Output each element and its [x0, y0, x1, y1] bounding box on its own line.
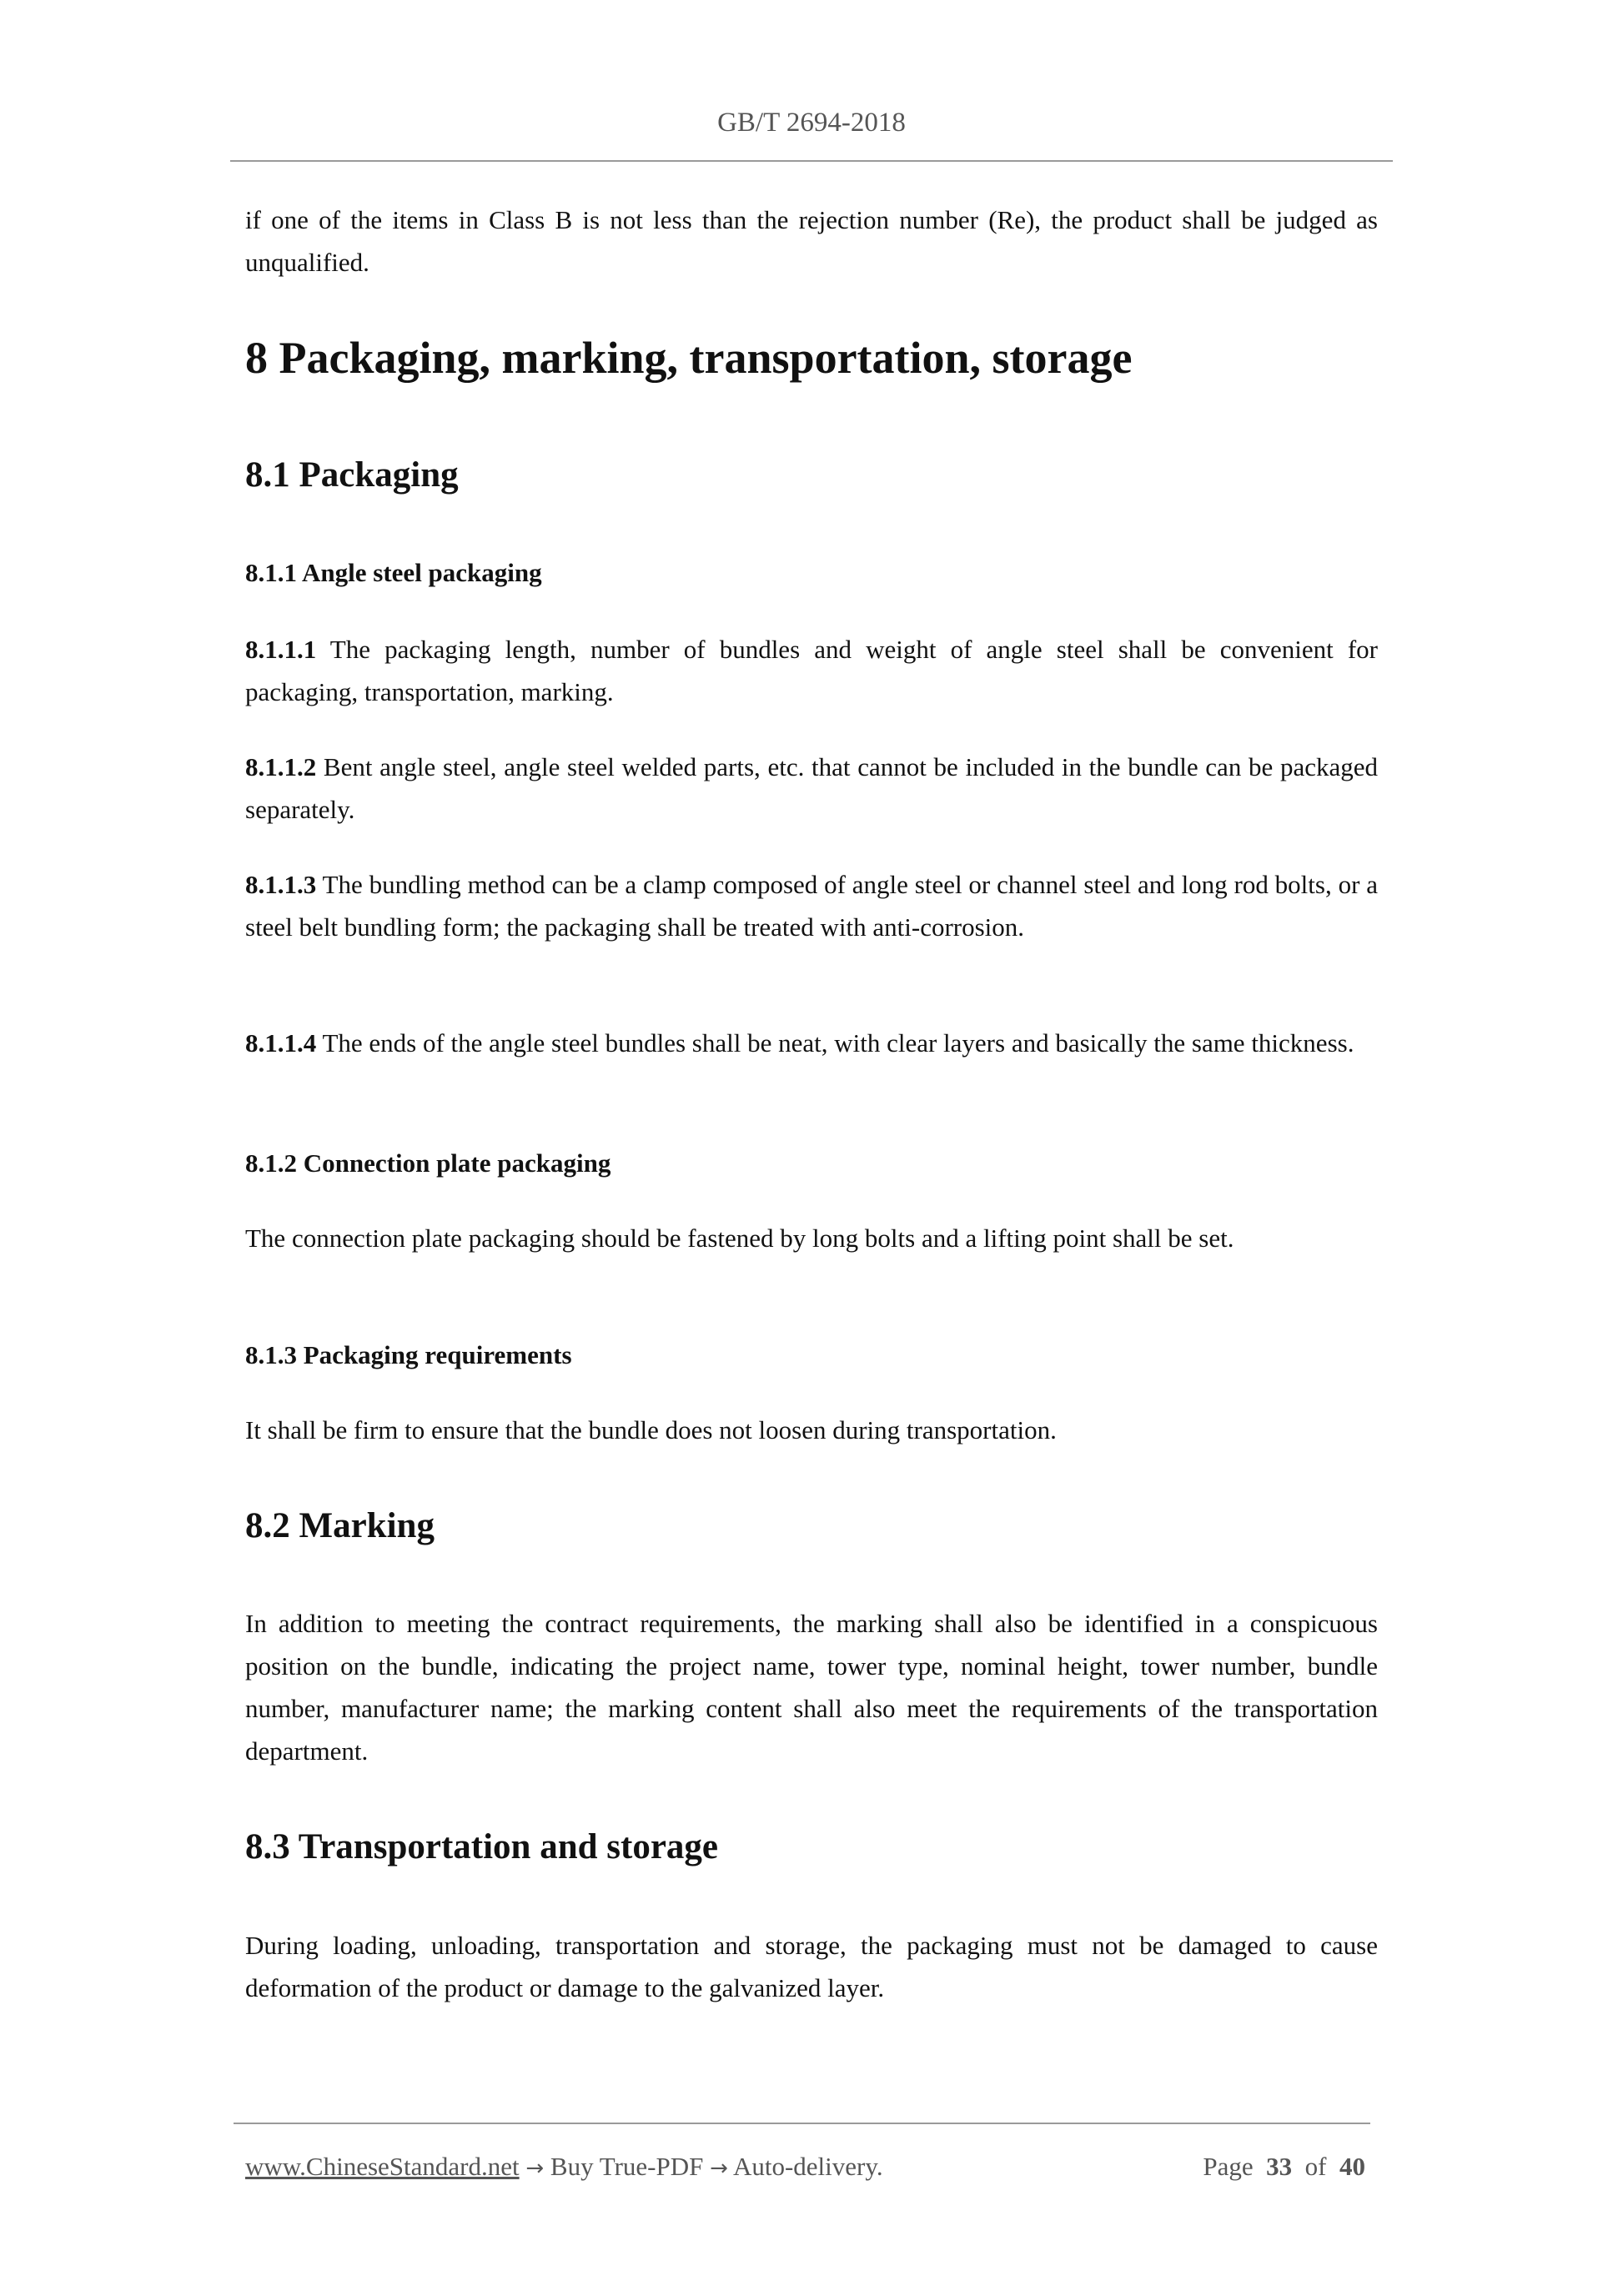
section-8-3-text: During loading, unloading, transportation and storage, the packaging must not be damaged to cause deformation of the product or damage to the galvanized layer. [245, 1931, 1378, 2002]
clause-8-1-1-4 [245, 1022, 1378, 1064]
footer-divider [234, 2123, 1370, 2124]
clause-number: 8.1.1.3 [245, 870, 317, 899]
intro-paragraph: if one of the items in Class B is not less than the rejection number (Re), the product shall be judged as unqualified. [245, 205, 1378, 277]
section-8-1-3-heading: 8.1.3 Packaging requirements [245, 1340, 572, 1369]
auto-delivery-text: Auto-delivery. [727, 2152, 883, 2181]
section-8-heading: 8 Packaging, marking, transportation, storage [245, 333, 1133, 383]
clause-8-1-1-3 [245, 863, 1378, 948]
clause-text: The ends of the angle steel bundles shall be neat, with clear layers and basically the same thickness. [316, 1028, 1354, 1058]
clause-text: The packaging length, number of bundles and weight of angle steel shall be convenient for packaging, transportation, marking. [245, 635, 1378, 706]
arrow-right-icon: → [710, 2156, 728, 2181]
buy-true-pdf-text: Buy True-PDF [544, 2152, 711, 2181]
arrow-right-icon: → [525, 2156, 545, 2181]
section-8-2-text: In addition to meeting the contract requirements, the marking shall also be identified in a conspicuous position on the bundle, indicating the project name, tower type, nominal height, tower number, bundle number, manufacturer name; the marking content shall also meet the requirements of the transportation department. [245, 1609, 1378, 1766]
section-8-1-3-text: It shall be firm to ensure that the bundle does not loosen during transportation. [245, 1415, 1057, 1444]
clause-text: The bundling method can be a clamp composed of angle steel or channel steel and long rod bolts, or a steel belt bundling form; the packaging shall be treated with anti-corrosion. [245, 870, 1378, 942]
section-8-1-1-heading: 8.1.1 Angle steel packaging [245, 558, 542, 587]
section-8-1-2-text: The connection plate packaging should be fastened by long bolts and a lifting point shall be set. [245, 1223, 1234, 1253]
section-8-1-heading: 8.1 Packaging [245, 455, 459, 495]
page-total: 40 [1339, 2152, 1365, 2181]
page-label: Page [1203, 2152, 1254, 2181]
footer-promo [245, 2145, 883, 2190]
header-divider [230, 160, 1393, 162]
clause-number: 8.1.1.4 [245, 1028, 317, 1058]
section-8-2-heading: 8.2 Marking [245, 1506, 435, 1545]
clause-text: Bent angle steel, angle steel welded parts, etc. that cannot be included in the bundle can be packaged separately. [245, 752, 1378, 824]
clause-8-1-1-2 [245, 746, 1378, 831]
section-8-1-2-heading: 8.1.2 Connection plate packaging [245, 1148, 611, 1178]
chinesestandard-link[interactable]: www.ChineseStandard.net [245, 2152, 520, 2181]
clause-number: 8.1.1.1 [245, 635, 317, 664]
page-indicator [1084, 2145, 1365, 2188]
clause-8-1-1-1 [245, 628, 1378, 713]
section-8-3-heading: 8.3 Transportation and storage [245, 1827, 718, 1866]
page-current: 33 [1266, 2152, 1293, 2181]
document-standard-number: GB/T 2694-2018 [717, 108, 906, 138]
of-label: of [1304, 2152, 1327, 2181]
clause-number: 8.1.1.2 [245, 752, 317, 781]
